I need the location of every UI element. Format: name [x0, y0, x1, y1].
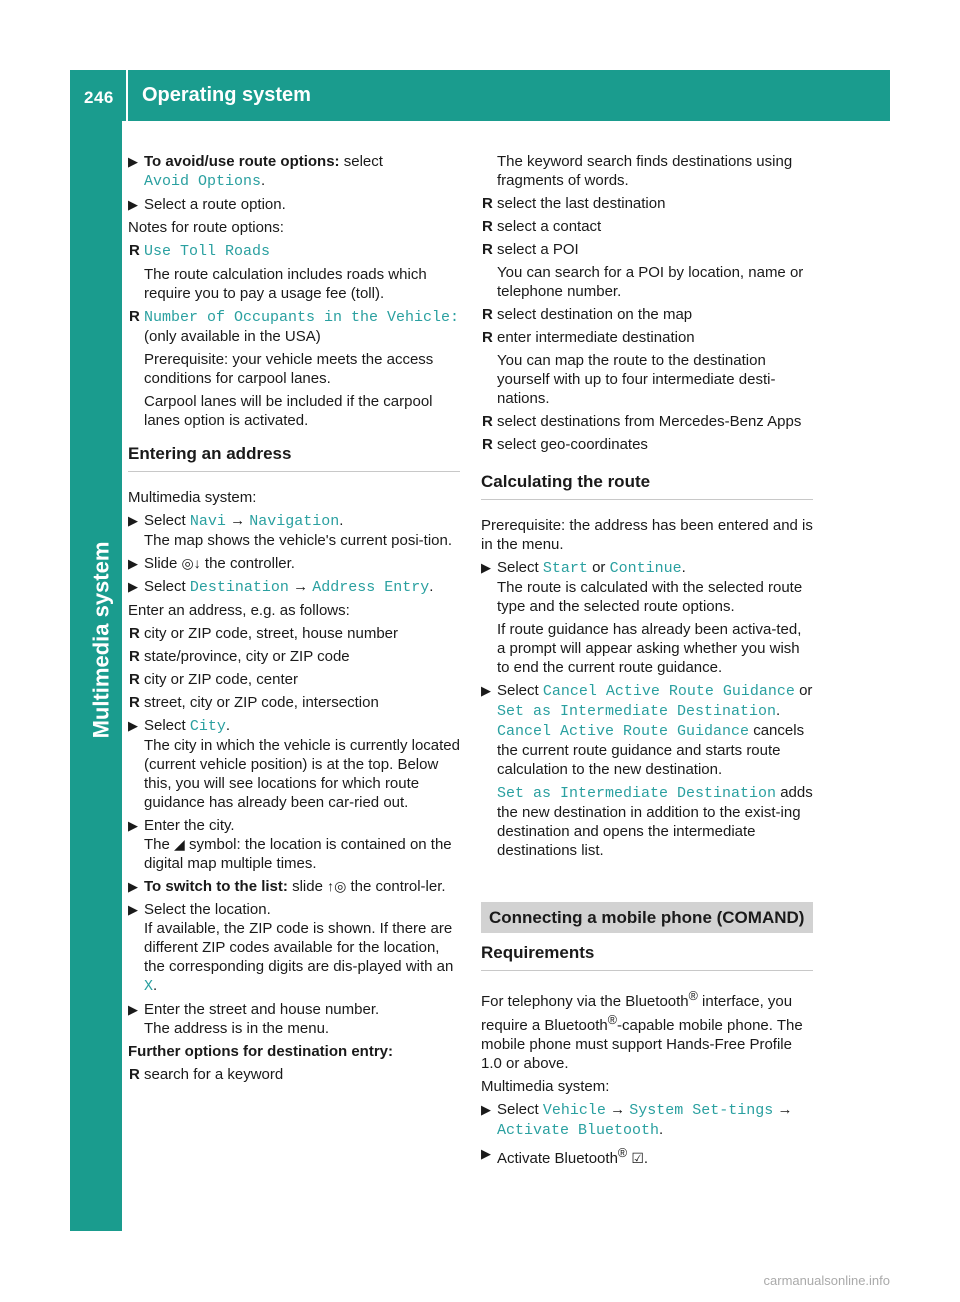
bullet-contact [481, 217, 813, 236]
bullet-geo [481, 435, 813, 454]
telephony-text-part: -capable mobile phone. The mobile phone must support Hands-Free Profile 1.0 or above. [481, 1017, 803, 1072]
occupants-desc: (only available in the USA) [144, 328, 321, 345]
step-select-location: ▶ Select the location. If available, the ZIP code is shown. If there are different ZIP codes available for the location, the corresponding digits are dis-played with an X. [128, 901, 454, 995]
bullet-text: select the last destination [497, 195, 666, 212]
step-marker: ▶ [481, 1146, 491, 1161]
bullet-marker: R [482, 413, 493, 430]
bullet-text: select destinations from Mercedes-Benz Apps [497, 413, 802, 430]
step-select-route-option [128, 195, 460, 214]
occupants-desc: Carpool lanes will be included if the carpool lanes option is activated. [144, 393, 433, 429]
registered-mark: ® [607, 1013, 617, 1027]
address-entry-code: Address Entry [312, 579, 430, 596]
avoid-options-code: Avoid Options [144, 173, 262, 190]
step-activate-bluetooth: ▶ Activate Bluetooth® ☑. [481, 1146, 649, 1167]
arrow-icon: → [230, 512, 246, 529]
bullet-marker: R [482, 329, 493, 346]
watermark: carmanualsonline.info [763, 1273, 890, 1288]
step-enter-street [128, 1000, 460, 1038]
bullet-map [481, 305, 813, 324]
registered-mark: ® [617, 1146, 628, 1160]
step-marker: ▶ [128, 718, 138, 733]
step-marker: ▶ [481, 1102, 491, 1117]
toll-roads-code: Use Toll Roads [144, 243, 271, 260]
step-text: Select the location. [144, 901, 271, 918]
step-text: or [592, 559, 606, 576]
occupants-code: Number of Occupants in the Vehicle: [144, 309, 460, 326]
step-marker: ▶ [481, 560, 491, 575]
occupants-desc: Prerequisite: your vehicle meets the access conditions for carpool lanes. [144, 351, 434, 387]
page-title: Operating system [142, 84, 311, 106]
cancel-guidance-code: Cancel Active Route Guidance [542, 683, 795, 700]
bullet-toll-roads [128, 241, 460, 303]
step-slide-controller [128, 554, 460, 573]
bullet-text: select a contact [497, 218, 602, 235]
bullet-marker: R [482, 241, 493, 258]
step-text: Select a route option. [144, 196, 286, 213]
bullet-text: state/province, city or ZIP code [144, 648, 350, 665]
step-desc: adds the new destination in addition to the exist-ing destination and opens the intermediate destinations list. [497, 784, 813, 859]
step-desc: If route guidance has already been activa-ted, a prompt will appear asking whether you wish to end the current route guidance. [497, 621, 802, 676]
bullet-text: select a POI [497, 241, 579, 258]
system-settings-code: System Set-tings [629, 1102, 774, 1119]
prerequisite-text: Prerequisite: the address has been entered and is in the menu. [481, 517, 813, 553]
page-header [70, 70, 890, 121]
bullet-marker: R [129, 671, 140, 688]
bullet-intermediate [481, 328, 813, 408]
step-marker: ▶ [128, 579, 138, 594]
continue-code: Continue [609, 560, 682, 577]
bullet-marker: R [482, 218, 493, 235]
toll-roads-desc: The route calculation includes roads which require you to pay a usage fee (toll). [144, 266, 427, 302]
step-marker: ▶ [128, 818, 138, 833]
step-marker: ▶ [128, 513, 138, 528]
bullet-address-format [128, 670, 460, 689]
step-select-navi: ▶ Select Navi → Navigation. The map shows the vehicle's current posi-tion. [128, 512, 453, 549]
step-desc: If available, the ZIP code is shown. If there are different ZIP codes available for the location, the corresponding digits are dis-played with an [144, 920, 454, 975]
step-text: the control-ler. [350, 878, 446, 895]
step-marker: ▶ [481, 683, 491, 698]
multimedia-label: Multimedia system: [128, 489, 257, 506]
heading-entering-address: Entering an address [128, 444, 460, 472]
step-select-city: ▶ Select City. The city in which the vehicle is currently located (current vehicle position) is at the top. Below this, you will see locations for which route guidance has already been car-ried out. [128, 717, 460, 811]
bullet-marker: R [129, 625, 140, 642]
page-number: 246 [84, 88, 114, 107]
section-connecting-phone: Connecting a mobile phone (COMAND) [481, 902, 813, 933]
navigation-code: Navigation [249, 513, 340, 530]
enter-address-text: Enter an address, e.g. as follows: [128, 602, 350, 619]
bullet-desc: You can map the route to the destination yourself with up to four intermediate desti-nations. [497, 352, 776, 407]
bullet-marker: R [129, 242, 140, 259]
registered-mark: ® [688, 989, 698, 1003]
step-switch-to-list [128, 877, 460, 896]
telephony-text-part: interface, you require a Bluetooth [481, 993, 793, 1034]
step-marker: ▶ [128, 902, 138, 917]
destination-code: Destination [189, 579, 289, 596]
heading-requirements: Requirements [481, 943, 813, 971]
step-desc: The route is calculated with the selected route type and the selected route options. [497, 579, 803, 615]
step-desc: The address is in the menu. [144, 1020, 330, 1037]
step-text: Select [497, 559, 539, 576]
navi-code: Navi [189, 513, 226, 530]
bullet-poi [481, 240, 813, 301]
step-text: select [343, 153, 383, 170]
bullet-address-format [128, 624, 460, 643]
step-desc: The map shows the vehicle's current posi-tion. [144, 532, 453, 549]
bullet-marker: R [482, 306, 493, 323]
step-text: Select [144, 717, 186, 734]
set-intermediate-code: Set as Intermediate Destination [497, 703, 777, 720]
bullet-marker: R [129, 694, 140, 711]
bullet-text: select destination on the map [497, 306, 693, 323]
notes-text: Notes for route options: [128, 219, 284, 236]
bullet-marker: R [482, 436, 493, 453]
step-text: the controller. [204, 555, 295, 572]
bullet-desc: You can search for a POI by location, name or telephone number. [497, 264, 804, 300]
step-select-start: ▶ Select Start or Continue. The route is calculated with the selected route type and the selected route options. If route guidance has already been activa-ted, a prompt will appear asking whether you wish to end the current route guidance. [481, 558, 813, 677]
bullet-occupants [128, 307, 460, 430]
set-intermediate-code: Set as Intermediate Destination [497, 785, 777, 802]
step-text: slide [292, 878, 323, 895]
telephony-text-part: For telephony via the Bluetooth [481, 993, 689, 1010]
step-text: Slide [144, 555, 178, 572]
step-text: Select [497, 1101, 539, 1118]
step-text: Select [144, 512, 186, 529]
bullet-address-format [128, 647, 460, 666]
activate-bluetooth-code: Activate Bluetooth [497, 1122, 660, 1139]
header-divider [126, 70, 128, 121]
step-avoid-options: ▶ To avoid/use route options: select Avoid Options. [128, 153, 383, 190]
controller-slide-up-icon: ↑◎ [327, 878, 347, 894]
step-marker: ▶ [128, 1002, 138, 1017]
bullet-apps [481, 412, 813, 431]
step-select-destination: ▶ Select Destination → Address Entry. [128, 578, 434, 596]
multimedia-label: Multimedia system: [481, 1078, 610, 1095]
telephony-text [481, 987, 813, 1073]
arrow-icon: → [777, 1101, 793, 1118]
bullet-marker: R [129, 1066, 140, 1083]
multiple-locations-icon: ◢ [174, 836, 185, 852]
arrow-icon: → [610, 1101, 626, 1118]
step-select-vehicle: ▶ Select Vehicle → System Set-tings → Activate Bluetooth. [481, 1101, 793, 1139]
step-text: Activate Bluetooth [497, 1150, 618, 1167]
bullet-address-format [128, 693, 460, 712]
bullet-text: city or ZIP code, center [144, 671, 298, 688]
cancel-guidance-code: Cancel Active Route Guidance [497, 723, 750, 740]
further-options-label: Further options for destination entry: [128, 1043, 393, 1060]
step-desc: The city in which the vehicle is currently located (current vehicle position) is at the top. Below this, you will see locations for which route guidance has already been car-ried out. [144, 737, 460, 811]
step-text: Select [497, 682, 539, 699]
vehicle-code: Vehicle [542, 1102, 606, 1119]
step-enter-city [128, 816, 460, 873]
left-column [128, 152, 460, 1088]
bullet-marker: R [129, 308, 140, 325]
step-text: Select [144, 578, 186, 595]
right-column [481, 152, 813, 1172]
x-code: X [144, 978, 154, 995]
bullet-keyword [128, 1065, 460, 1084]
bullet-text: street, city or ZIP code, intersection [144, 694, 379, 711]
side-tab-label: Multimedia system [88, 541, 114, 739]
step-marker: ▶ [128, 154, 138, 169]
heading-calculating-route: Calculating the route [481, 472, 813, 500]
bullet-text: city or ZIP code, street, house number [144, 625, 399, 642]
controller-slide-down-icon: ◎↓ [181, 555, 201, 571]
step-select-cancel: ▶ Select Cancel Active Route Guidance or Set as Intermediate Destination. Cancel Active Route Guidance cancels the current route guidance and starts route calculation to the new destination. Set as Intermediate Destination adds the new destination in addition to the exist-ing destination and opens the intermediate destinations list. [481, 682, 813, 859]
bullet-marker: R [129, 648, 140, 665]
keyword-desc: The keyword search finds destinations using fragments of words. [497, 153, 793, 189]
step-label: To switch to the list: [144, 878, 288, 895]
checkbox-checked-icon: ☑ [631, 1150, 644, 1166]
arrow-icon: → [293, 578, 309, 595]
step-marker: ▶ [128, 197, 138, 212]
step-text: or [799, 682, 813, 699]
step-desc: symbol: the location is contained on the digital map multiple times. [144, 836, 452, 872]
start-code: Start [542, 560, 588, 577]
step-marker: ▶ [128, 879, 138, 894]
bullet-marker: R [482, 195, 493, 212]
bullet-last-destination [481, 194, 813, 213]
step-label: To avoid/use route options: [144, 153, 340, 170]
city-code: City [189, 718, 226, 735]
step-text: Enter the street and house number. [144, 1001, 380, 1018]
bullet-text: select geo-coordinates [497, 436, 648, 453]
bullet-text: enter intermediate destination [497, 329, 695, 346]
step-text: Enter the city. [144, 817, 235, 834]
step-marker: ▶ [128, 556, 138, 571]
step-desc: The [144, 836, 170, 853]
bullet-text: search for a keyword [144, 1066, 284, 1083]
step-desc: cancels the current route guidance and starts route calculation to the new destination. [497, 722, 805, 778]
